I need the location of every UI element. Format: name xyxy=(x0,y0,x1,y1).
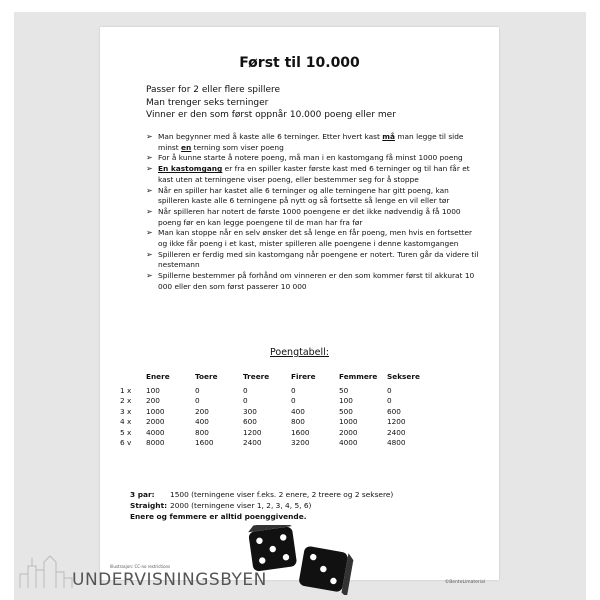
table-header: Toere xyxy=(195,372,218,381)
page-title: Først til 10.000 xyxy=(239,55,360,71)
rules-list xyxy=(146,132,481,292)
extra-line: Straight: 2000 (terningene viser 1, 2, 3, 4, 5, 6) xyxy=(130,501,312,510)
row-label-cell: 6 v xyxy=(120,438,132,448)
brand-name: UNDERVISNINGSBYEN xyxy=(72,570,267,590)
row-label-cell: 2 x xyxy=(120,396,132,406)
table-row xyxy=(120,396,431,407)
city-skyline-icon xyxy=(18,544,80,588)
table-row xyxy=(120,438,431,449)
rule-item: ➢ Når en spiller har kastet alle 6 terninger og alle terningene har gitt poeng, kan spilleren kaste alle 6 terningene på nytt og så fortsette så lenge en vil eller tør xyxy=(146,185,450,206)
table-cell: 0 xyxy=(243,385,248,395)
table-cell: 1000 xyxy=(339,417,358,427)
table-header: Enere xyxy=(146,372,170,381)
points-table xyxy=(120,372,431,448)
table-cell: 0 xyxy=(387,396,392,406)
row-label-cell: 4 x xyxy=(120,417,132,427)
table-cell: 3200 xyxy=(291,438,310,448)
table-cell: 1600 xyxy=(195,438,214,448)
arrow-bullet-icon: ➢ xyxy=(146,271,153,281)
extra-line: 3 par: 1500 (terningene viser f.eks. 2 enere, 2 treere og 2 seksere) xyxy=(130,490,394,499)
table-cell: 0 xyxy=(243,396,248,406)
table-cell: 600 xyxy=(243,417,257,427)
table-cell: 800 xyxy=(195,427,209,437)
table-cell: 1600 xyxy=(291,427,310,437)
row-label-cell: 5 x xyxy=(120,427,132,437)
extra-scoring xyxy=(130,489,393,522)
rule-item: ➢ Når spilleren har notert de første 1000 poengene er det ikke nødvendig å få 1000 poeng før en kan legge poengene til de man har fra før xyxy=(146,206,461,227)
row-label-cell: 1 x xyxy=(120,385,132,395)
table-cell: 4000 xyxy=(339,438,358,448)
arrow-bullet-icon: ➢ xyxy=(146,153,153,163)
arrow-bullet-icon: ➢ xyxy=(146,228,153,238)
table-cell: 200 xyxy=(146,396,160,406)
table-cell: 0 xyxy=(195,385,200,395)
table-row xyxy=(120,417,431,428)
arrow-bullet-icon: ➢ xyxy=(146,206,153,216)
table-header: Femmere xyxy=(339,372,378,381)
table-header: Seksere xyxy=(387,372,420,381)
points-table-title: Poengtabell: xyxy=(270,347,329,358)
table-cell: 4000 xyxy=(146,427,165,437)
arrow-bullet-icon: ➢ xyxy=(146,164,153,174)
table-header xyxy=(120,372,146,385)
note-line: Enere og femmere er alltid poenggivende. xyxy=(130,512,307,521)
table-header-row xyxy=(120,372,431,385)
table-cell: 2000 xyxy=(339,427,358,437)
table-cell: 50 xyxy=(339,385,349,395)
table-row xyxy=(120,427,431,438)
table-row xyxy=(120,385,431,396)
table-cell: 0 xyxy=(195,396,200,406)
table-cell: 4800 xyxy=(387,438,406,448)
intro-line: Passer for 2 eller flere spillere xyxy=(146,85,281,95)
table-cell: 500 xyxy=(339,406,353,416)
table-cell: 800 xyxy=(291,417,305,427)
table-cell: 100 xyxy=(146,385,160,395)
table-cell: 1200 xyxy=(387,417,406,427)
table-row xyxy=(120,406,431,417)
frame-top xyxy=(0,0,600,12)
table-cell: 1200 xyxy=(243,427,262,437)
rule-item: ➢ For å kunne starte å notere poeng, må man i en kastomgang få minst 1000 poeng xyxy=(146,153,463,163)
table-cell: 400 xyxy=(195,417,209,427)
rule-item: ➢ Spillerne bestemmer på forhånd om vinneren er den som kommer først til akkurat 10 000 eller den som først passerer 10 000 xyxy=(146,271,475,291)
author-credit: ©BenteLimaterial xyxy=(444,580,485,585)
die-icon xyxy=(247,525,297,572)
brand-logo xyxy=(18,570,318,594)
intro-block xyxy=(146,84,476,122)
points-table-body xyxy=(120,385,431,448)
table-cell: 300 xyxy=(243,406,257,416)
intro-line: Vinner er den som først oppnår 10.000 poeng eller mer xyxy=(146,110,396,120)
rule-item: ➢ Man begynner med å kaste alle 6 terninger. Etter hvert kast må man legge til side minst en terning som viser poeng xyxy=(146,132,464,152)
table-cell: 8000 xyxy=(146,438,165,448)
table-cell: 0 xyxy=(387,385,392,395)
table-cell: 600 xyxy=(387,406,401,416)
arrow-bullet-icon: ➢ xyxy=(146,249,153,259)
table-cell: 100 xyxy=(339,396,353,406)
frame-right xyxy=(586,0,600,600)
rule-item: ➢ En kastomgang er fra en spiller kaster første kast med 6 terninger og til han får et kast uten at terningene viser poeng, eller bestemmer seg for å stoppe xyxy=(146,164,470,184)
rule-item: ➢ Spilleren er ferdig med sin kastomgang når poengene er notert. Turen går da videre til nestemann xyxy=(146,249,479,270)
illustration-credit: Illustrasjon: CC-no restrictions xyxy=(110,564,171,569)
table-cell: 2400 xyxy=(387,427,406,437)
table-cell: 2000 xyxy=(146,417,165,427)
table-header: Firere xyxy=(291,372,316,381)
table-cell: 0 xyxy=(291,385,296,395)
row-label-cell: 3 x xyxy=(120,406,132,416)
table-cell: 400 xyxy=(291,406,305,416)
table-cell: 200 xyxy=(195,406,209,416)
rule-item: ➢ Man kan stoppe når en selv ønsker det så lenge en får poeng, men hvis en fortsetter og ikke får poeng i et kast, mister spilleren alle poengene i denne kastomgangen xyxy=(146,228,473,248)
table-cell: 0 xyxy=(291,396,296,406)
table-cell: 1000 xyxy=(146,406,165,416)
frame-left xyxy=(0,0,14,600)
arrow-bullet-icon: ➢ xyxy=(146,132,153,141)
table-cell: 2400 xyxy=(243,438,262,448)
table-header: Treere xyxy=(243,372,270,381)
intro-line: Man trenger seks terninger xyxy=(146,97,269,108)
arrow-bullet-icon: ➢ xyxy=(146,185,153,195)
